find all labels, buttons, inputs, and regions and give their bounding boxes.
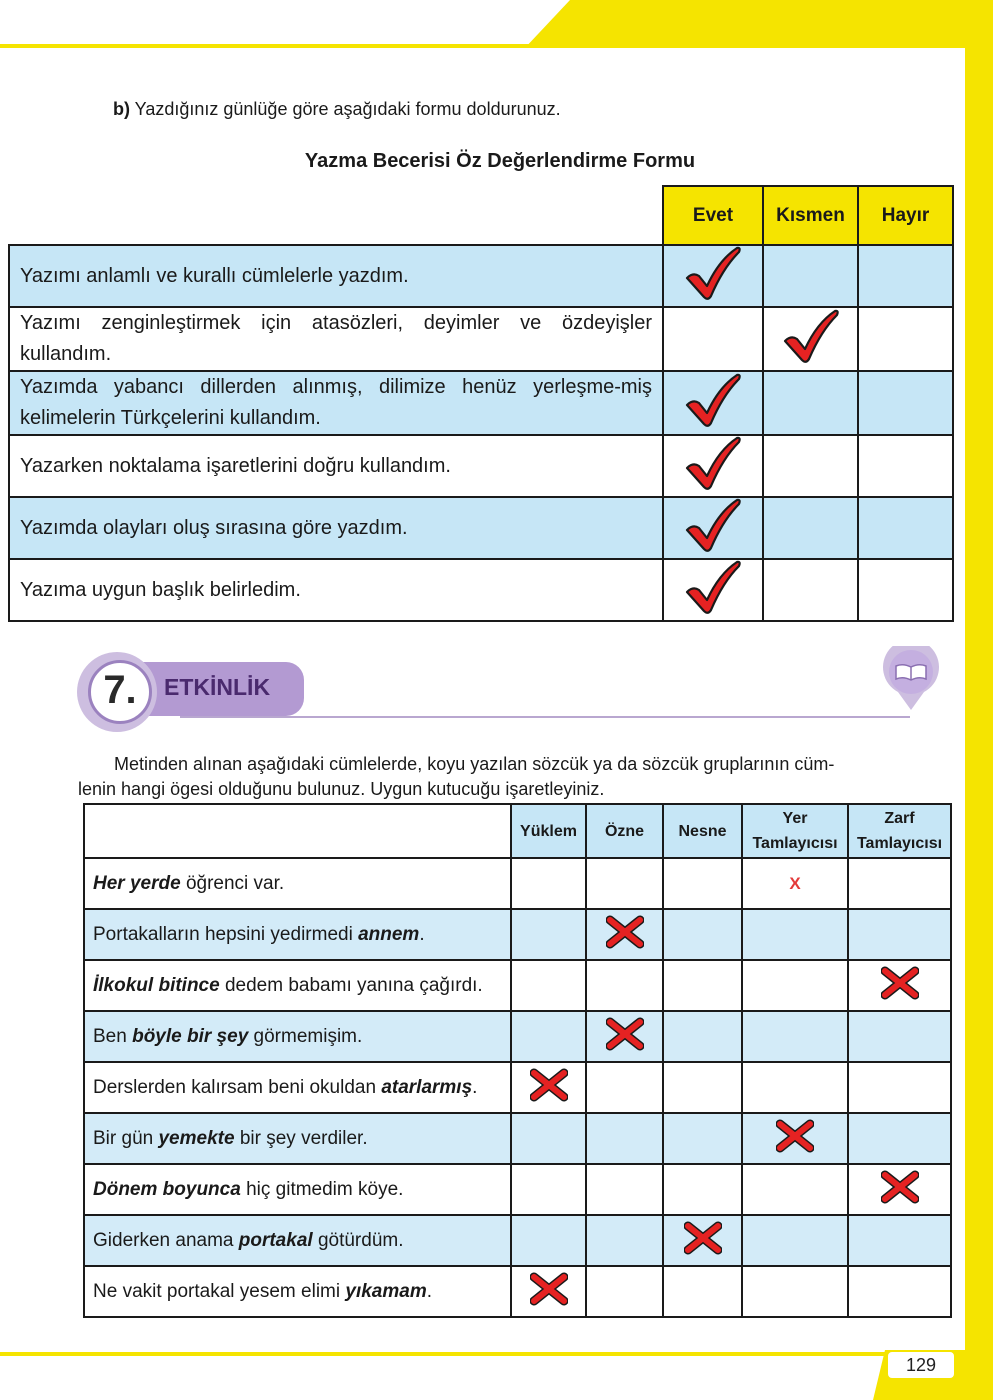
- bottom-band: [0, 1352, 993, 1356]
- element-answer-cell[interactable]: [511, 1266, 586, 1317]
- element-answer-cell[interactable]: [848, 1215, 951, 1266]
- element-header-row: [84, 804, 951, 858]
- element-answer-cell[interactable]: [848, 1266, 951, 1317]
- eval-cell-hayir[interactable]: [858, 497, 953, 559]
- instruction-b: [113, 99, 561, 120]
- element-header-ozne-label: Özne: [604, 822, 645, 840]
- sentence-text: Giderken anama: [93, 1229, 239, 1251]
- sentence-text: Derslerden kalırsam beni okuldan: [93, 1076, 382, 1098]
- instruction-line-1: Metinden alınan aşağıdaki cümlelerde, koyu yazılan sözcük ya da sözcük gruplarının cüm-: [114, 754, 835, 774]
- check-mark-icon: [683, 371, 743, 435]
- element-answer-cell[interactable]: [586, 909, 663, 960]
- book-icon: [878, 646, 944, 712]
- element-answer-cell[interactable]: [663, 1113, 742, 1164]
- element-row: [84, 1266, 951, 1317]
- element-answer-cell[interactable]: [663, 1215, 742, 1266]
- element-answer-cell[interactable]: [586, 960, 663, 1011]
- instruction-b-text: Yazdığınız günlüğe göre aşağıdaki formu doldurunuz.: [130, 99, 561, 119]
- check-mark-icon: [683, 244, 743, 308]
- sentence-bold-phrase: Dönem boyunca: [93, 1178, 241, 1200]
- eval-cell-kismen[interactable]: [763, 371, 858, 435]
- element-answer-cell[interactable]: [663, 1164, 742, 1215]
- element-answer-cell[interactable]: [663, 909, 742, 960]
- element-answer-cell[interactable]: [663, 858, 742, 909]
- element-answer-cell[interactable]: [586, 1011, 663, 1062]
- element-answer-cell[interactable]: [586, 1266, 663, 1317]
- element-row: [84, 1215, 951, 1266]
- sentence-text: Ne vakit portakal yesem elimi: [93, 1280, 346, 1302]
- element-answer-cell[interactable]: [742, 1113, 848, 1164]
- sentence-bold-phrase: İlkokul bitince: [93, 974, 220, 996]
- element-answer-cell[interactable]: [511, 1062, 586, 1113]
- element-answer-cell[interactable]: [848, 909, 951, 960]
- eval-header-hayir: Hayır: [858, 186, 953, 245]
- x-mark-icon: X: [789, 873, 801, 893]
- element-answer-cell[interactable]: [511, 858, 586, 909]
- element-header-yuklem-label: Yüklem: [520, 822, 577, 840]
- element-answer-cell[interactable]: [742, 1062, 848, 1113]
- element-row: [84, 1113, 951, 1164]
- eval-cell-kismen[interactable]: [763, 497, 858, 559]
- eval-row: [9, 245, 953, 307]
- element-answer-cell[interactable]: [663, 1062, 742, 1113]
- element-answer-cell[interactable]: [663, 960, 742, 1011]
- sentence-text: Portakalların hepsini yedirmedi: [93, 923, 359, 945]
- x-mark-icon: [530, 1271, 568, 1313]
- instruction-b-label: b): [113, 99, 130, 119]
- eval-row: [9, 559, 953, 621]
- x-mark-icon: [776, 1118, 814, 1160]
- element-header-yer-line2: Tamlayıcısı: [752, 835, 838, 852]
- bottom-frame: [0, 1350, 993, 1400]
- eval-cell-hayir[interactable]: [858, 559, 953, 621]
- eval-header-evet: Evet: [663, 186, 763, 245]
- form-title: Yazma Becerisi Öz Değerlendirme Formu: [304, 150, 696, 172]
- eval-cell-evet[interactable]: [663, 245, 763, 307]
- element-answer-cell[interactable]: [511, 909, 586, 960]
- sentence-bold-phrase: yemekte: [158, 1127, 235, 1149]
- element-header-yer-tamlayicisi: [742, 804, 848, 858]
- check-mark-icon: [683, 434, 743, 498]
- element-row-sentence: [84, 1062, 511, 1113]
- eval-row-text: Yazarken noktalama işaretlerini doğru kullandım.: [9, 435, 663, 497]
- x-mark-icon: [606, 1016, 644, 1058]
- element-header-zarf-tamlayicisi: [848, 804, 951, 858]
- element-answer-cell[interactable]: [742, 1266, 848, 1317]
- element-row-sentence: [84, 858, 511, 909]
- element-row-sentence: [84, 1011, 511, 1062]
- element-header-nesne-label: Nesne: [678, 822, 727, 840]
- x-mark-icon: [881, 965, 919, 1007]
- eval-cell-kismen[interactable]: [763, 307, 858, 371]
- element-header-zarf-line2: Tamlayıcısı: [856, 835, 943, 852]
- element-row-sentence: [84, 1266, 511, 1317]
- element-row: [84, 858, 951, 909]
- sentence-text: götürdüm.: [312, 1229, 404, 1251]
- page-number: 129: [888, 1352, 954, 1378]
- eval-cell-hayir[interactable]: [858, 371, 953, 435]
- element-answer-cell[interactable]: [511, 1215, 586, 1266]
- eval-row: [9, 497, 953, 559]
- sentence-element-table: [83, 803, 952, 1318]
- element-answer-cell[interactable]: [511, 1113, 586, 1164]
- element-answer-cell[interactable]: [742, 960, 848, 1011]
- element-answer-cell[interactable]: [742, 1011, 848, 1062]
- check-mark-icon: [683, 496, 743, 560]
- instruction-line-2: lenin hangi ögesi olduğunu bulunuz. Uygun kutucuğu işaretleyiniz.: [78, 779, 605, 799]
- sentence-bold-phrase: böyle bir şey: [132, 1025, 249, 1047]
- eval-cell-evet[interactable]: [663, 497, 763, 559]
- element-row-sentence: [84, 960, 511, 1011]
- element-row-sentence: [84, 1215, 511, 1266]
- element-answer-cell[interactable]: [742, 909, 848, 960]
- element-row: [84, 1011, 951, 1062]
- sentence-bold-phrase: annem: [358, 923, 420, 945]
- sentence-text: Ben: [93, 1025, 133, 1047]
- self-evaluation-table: [8, 185, 954, 622]
- x-mark-icon: [881, 1169, 919, 1211]
- element-row: [84, 960, 951, 1011]
- element-header-yer-line1: Yer: [782, 810, 808, 827]
- eval-cell-hayir[interactable]: [858, 245, 953, 307]
- activity-divider-line: [180, 716, 910, 718]
- top-frame: [0, 0, 993, 48]
- eval-cell-evet[interactable]: [663, 435, 763, 497]
- eval-cell-kismen[interactable]: [763, 245, 858, 307]
- element-answer-cell[interactable]: [663, 1266, 742, 1317]
- eval-cell-kismen[interactable]: [763, 559, 858, 621]
- sentence-text: .: [426, 1280, 432, 1302]
- sentence-text: .: [472, 1076, 478, 1098]
- eval-header-kismen: Kısmen: [763, 186, 858, 245]
- top-corner-tab: [523, 0, 993, 48]
- x-mark-icon: [606, 914, 644, 956]
- element-answer-cell[interactable]: [586, 1062, 663, 1113]
- x-mark-icon: [684, 1220, 722, 1262]
- sentence-text: görmemişim.: [248, 1025, 363, 1047]
- eval-row-text: Yazımı zenginleştirmek için atasözleri, deyimler ve özdeyişler kullandım.: [9, 307, 663, 371]
- sentence-text: hiç gitmedim köye.: [240, 1178, 404, 1200]
- eval-cell-evet[interactable]: [663, 307, 763, 371]
- right-frame: [965, 0, 993, 1400]
- eval-cell-kismen[interactable]: [763, 435, 858, 497]
- element-row-sentence: [84, 1164, 511, 1215]
- x-mark-icon: [530, 1067, 568, 1109]
- element-header-blank: [84, 804, 511, 858]
- element-answer-cell[interactable]: [511, 960, 586, 1011]
- element-answer-cell[interactable]: [848, 1011, 951, 1062]
- eval-row: [9, 435, 953, 497]
- eval-cell-evet[interactable]: [663, 559, 763, 621]
- sentence-text: dedem babamı yanına çağırdı.: [219, 974, 483, 996]
- element-header-ozne: [586, 804, 663, 858]
- eval-row-text: Yazımda olayları oluş sırasına göre yazdım.: [9, 497, 663, 559]
- element-answer-cell[interactable]: [848, 960, 951, 1011]
- element-answer-cell[interactable]: [511, 1164, 586, 1215]
- sentence-text: .: [419, 923, 425, 945]
- sentence-text: bir şey verdiler.: [234, 1127, 368, 1149]
- element-answer-cell[interactable]: [848, 858, 951, 909]
- element-header-nesne: [663, 804, 742, 858]
- activity-instructions: [78, 752, 908, 802]
- element-row: [84, 1062, 951, 1113]
- eval-header-row: [9, 186, 953, 245]
- eval-cell-evet[interactable]: [663, 371, 763, 435]
- eval-cell-hayir[interactable]: [858, 307, 953, 371]
- element-row: [84, 1164, 951, 1215]
- sentence-text: Bir gün: [93, 1127, 159, 1149]
- element-answer-cell[interactable]: [848, 1062, 951, 1113]
- element-answer-cell[interactable]: [586, 1215, 663, 1266]
- element-row: [84, 909, 951, 960]
- element-answer-cell[interactable]: [848, 1113, 951, 1164]
- sentence-bold-phrase: yıkamam: [345, 1280, 427, 1302]
- eval-row: [9, 371, 953, 435]
- element-answer-cell[interactable]: [742, 1164, 848, 1215]
- element-row-sentence: [84, 1113, 511, 1164]
- activity-label: ETKİNLİK: [164, 674, 271, 700]
- activity-number: 7.: [103, 668, 137, 712]
- eval-row-text: Yazımı anlamlı ve kurallı cümlelerle yazdım.: [9, 245, 663, 307]
- element-answer-cell[interactable]: [586, 1164, 663, 1215]
- sentence-text: öğrenci var.: [180, 872, 285, 894]
- element-row-sentence: [84, 909, 511, 960]
- element-answer-cell[interactable]: [586, 1113, 663, 1164]
- element-answer-cell[interactable]: [663, 1011, 742, 1062]
- element-answer-cell[interactable]: [586, 858, 663, 909]
- eval-row-text: Yazıma uygun başlık belirledim.: [9, 559, 663, 621]
- element-answer-cell[interactable]: [511, 1011, 586, 1062]
- check-mark-icon: [683, 558, 743, 622]
- element-answer-cell[interactable]: [742, 1215, 848, 1266]
- element-header-zarf-line1: Zarf: [884, 810, 915, 827]
- eval-header-blank: [9, 186, 663, 245]
- sentence-bold-phrase: portakal: [238, 1229, 313, 1251]
- check-mark-icon: [781, 307, 841, 371]
- eval-row: [9, 307, 953, 371]
- eval-cell-hayir[interactable]: [858, 435, 953, 497]
- element-answer-cell[interactable]: [742, 858, 848, 909]
- sentence-bold-phrase: atarlarmış: [381, 1076, 473, 1098]
- element-answer-cell[interactable]: [848, 1164, 951, 1215]
- sentence-bold-phrase: Her yerde: [93, 872, 181, 894]
- eval-row-text: Yazımda yabancı dillerden alınmış, dilimize henüz yerleşme-miş kelimelerin Türkçelerini kullandım.: [9, 371, 663, 435]
- element-header-yuklem: [511, 804, 586, 858]
